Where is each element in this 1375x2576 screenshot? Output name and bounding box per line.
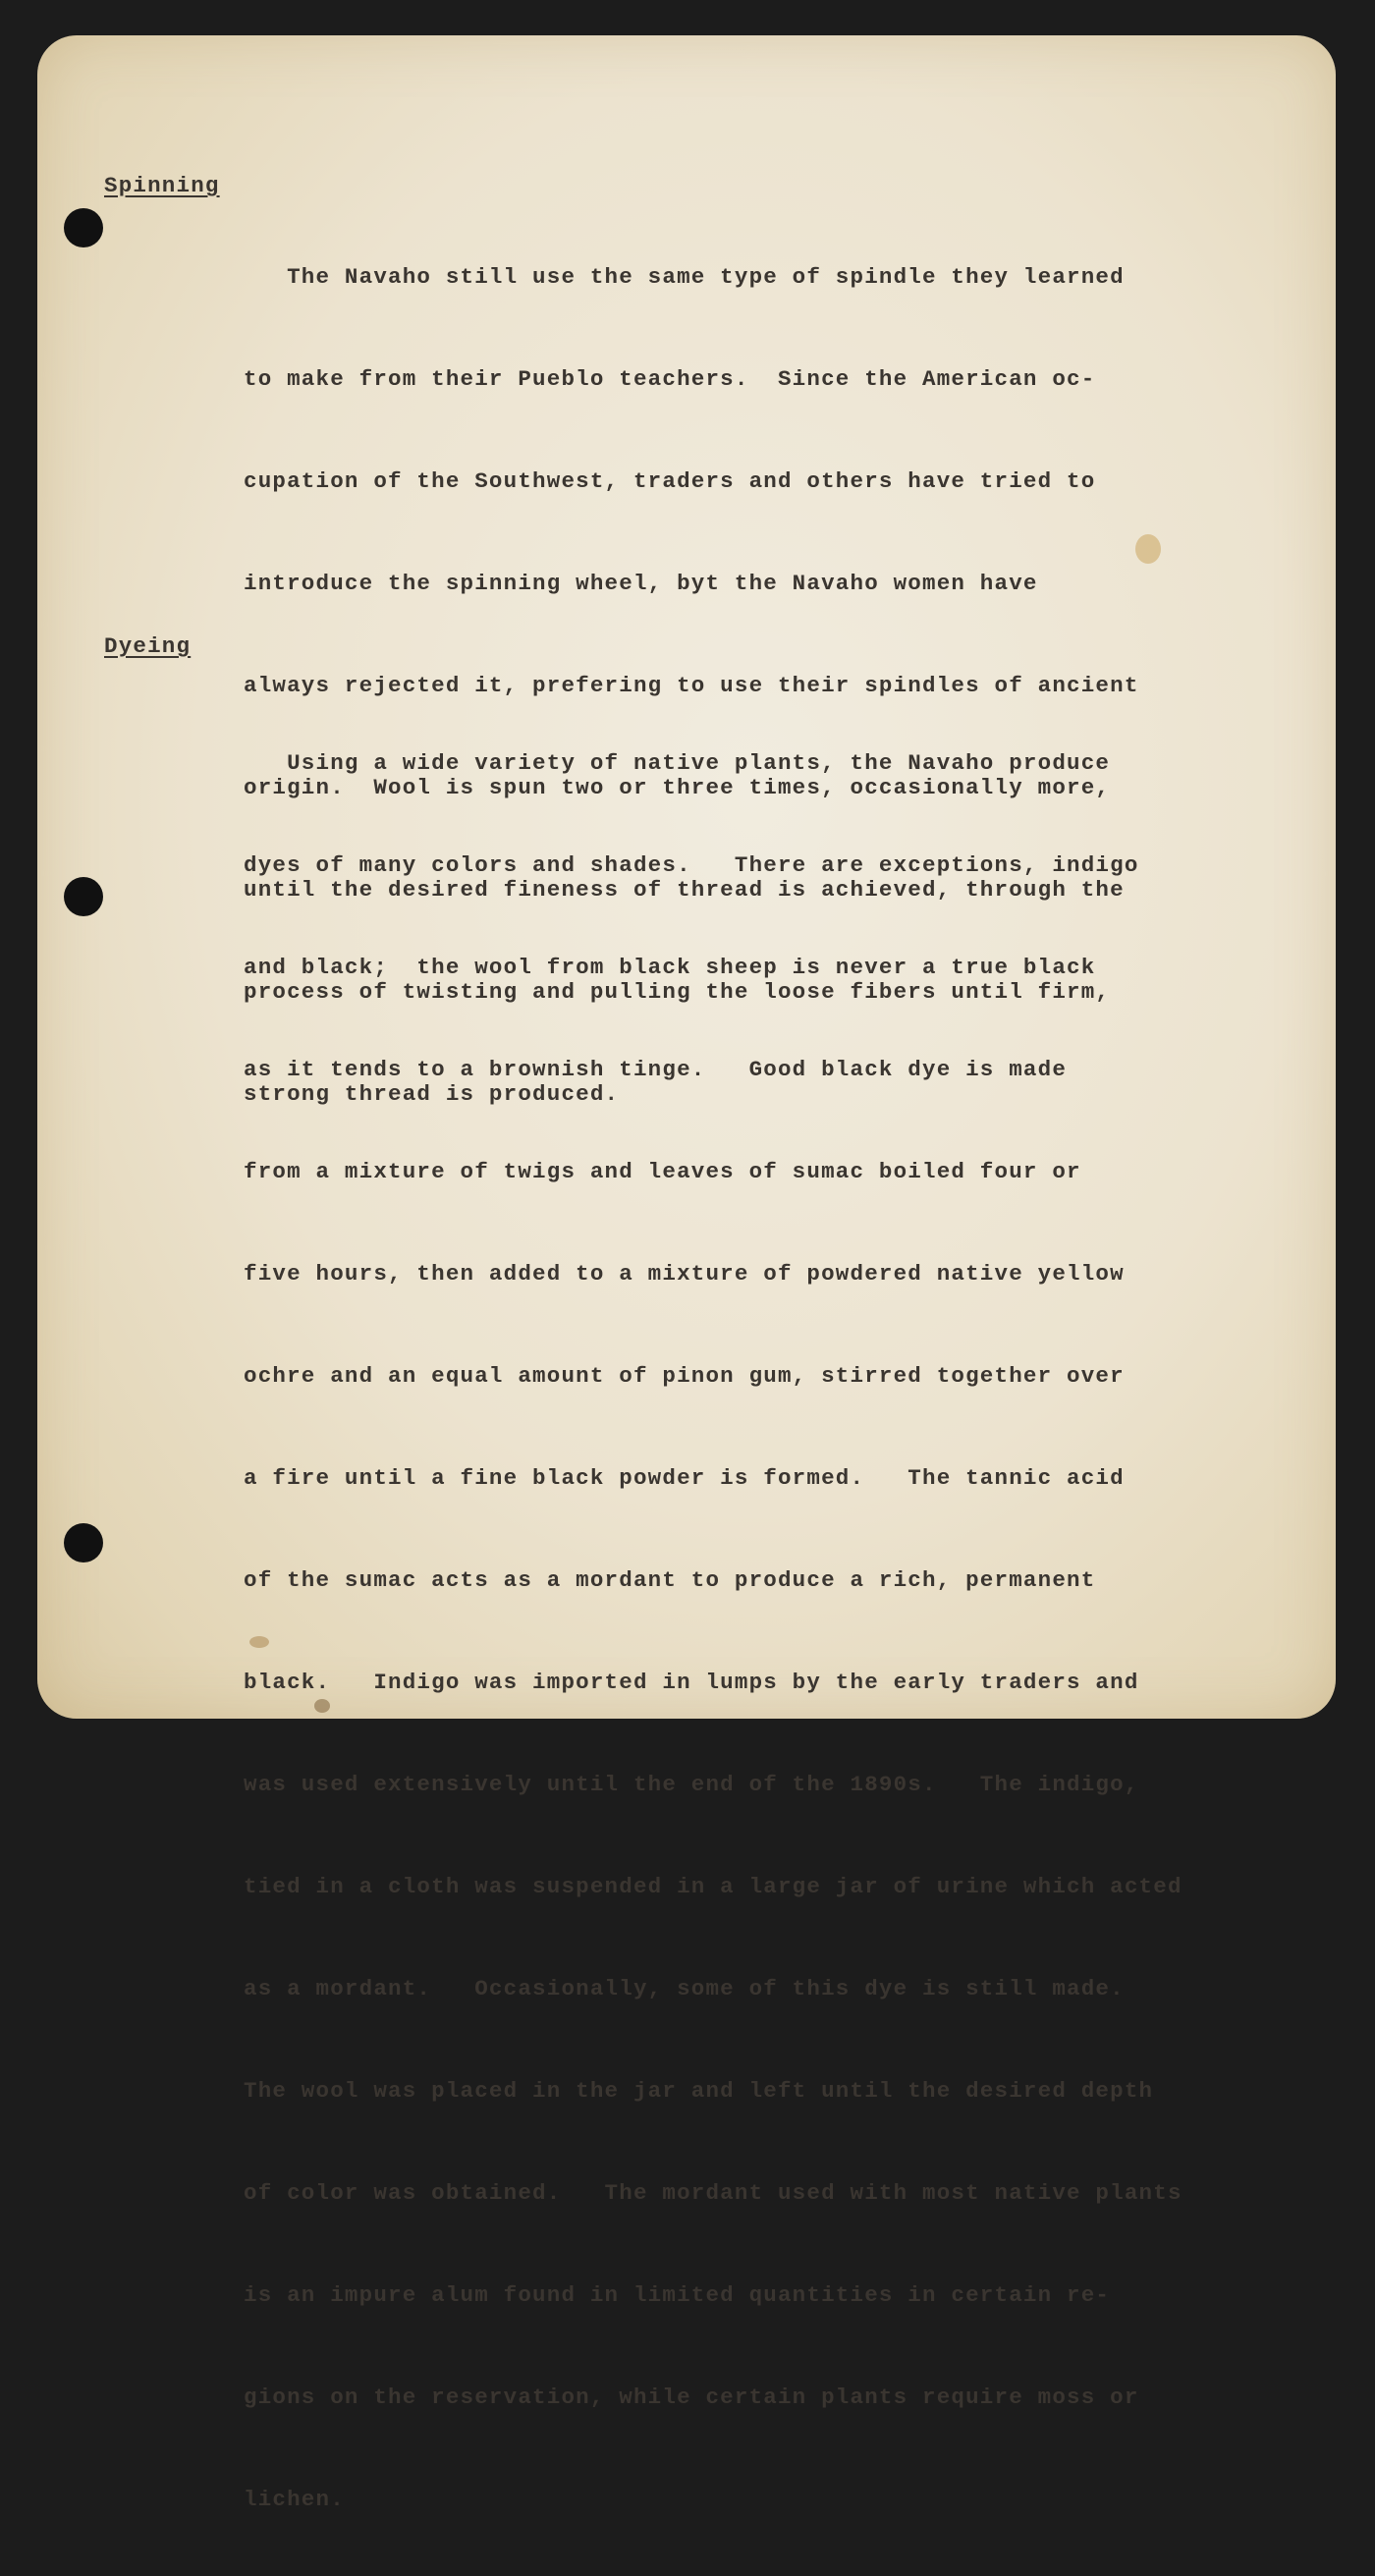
text-line: process of twisting and pulling the loose fibers until firm,	[244, 979, 1111, 1005]
text-line: tied in a cloth was suspended in a large jar of urine which acted	[244, 1874, 1182, 1899]
text-line: black. Indigo was imported in lumps by the early traders and	[244, 1670, 1139, 1695]
binder-hole-bottom	[64, 1523, 103, 1562]
text-line: gions on the reservation, while certain plants require moss or	[244, 2384, 1139, 2410]
text-line: as a mordant. Occasionally, some of this dye is still made.	[244, 1976, 1125, 2001]
text-line: lichen.	[244, 2487, 345, 2512]
text-line: of color was obtained. The mordant used with most native plants	[244, 2180, 1182, 2206]
text-line: always rejected it, prefering to use their spindles of ancient	[244, 673, 1139, 698]
text-line: introduce the spinning wheel, byt the Navaho women have	[244, 571, 1038, 596]
paper-stain	[1135, 534, 1161, 564]
text-line: ochre and an equal amount of pinon gum, stirred together over	[244, 1363, 1125, 1389]
text-line: a fire until a fine black powder is formed. The tannic acid	[244, 1465, 1125, 1491]
text-line: The wool was placed in the jar and left until the desired depth	[244, 2078, 1154, 2104]
text-line: from a mixture of twigs and leaves of sumac boiled four or	[244, 1159, 1081, 1184]
text-line: as it tends to a brownish tinge. Good black dye is made	[244, 1057, 1068, 1082]
binder-hole-middle	[64, 877, 103, 916]
binder-hole-top	[64, 208, 103, 247]
text-line: five hours, then added to a mixture of powdered native yellow	[244, 1261, 1125, 1287]
text-line: is an impure alum found in limited quantities in certain re-	[244, 2282, 1111, 2308]
text-line: Using a wide variety of native plants, the Navaho produce	[244, 750, 1111, 776]
text-line: cupation of the Southwest, traders and others have tried to	[244, 468, 1096, 494]
text-line: and black; the wool from black sheep is never a true black	[244, 955, 1096, 980]
text-line: until the desired fineness of thread is achieved, through the	[244, 877, 1125, 903]
section-heading-spinning: Spinning	[104, 173, 220, 198]
text-line: was used extensively until the end of the 1890s. The indigo,	[244, 1772, 1139, 1797]
text-line: The Navaho still use the same type of spindle they learned	[244, 264, 1125, 290]
text-line: origin. Wool is spun two or three times, occasionally more,	[244, 775, 1111, 800]
section-heading-dyeing: Dyeing	[104, 633, 192, 659]
typed-page	[37, 35, 1336, 2512]
text-line: dyes of many colors and shades. There are exceptions, indigo	[244, 852, 1139, 878]
text-line: to make from their Pueblo teachers. Since the American oc-	[244, 366, 1096, 392]
dyeing-paragraph	[244, 686, 1182, 2576]
text-line: of the sumac acts as a mordant to produce a rich, permanent	[244, 1567, 1096, 1593]
text-line: strong thread is produced.	[244, 1081, 620, 1107]
